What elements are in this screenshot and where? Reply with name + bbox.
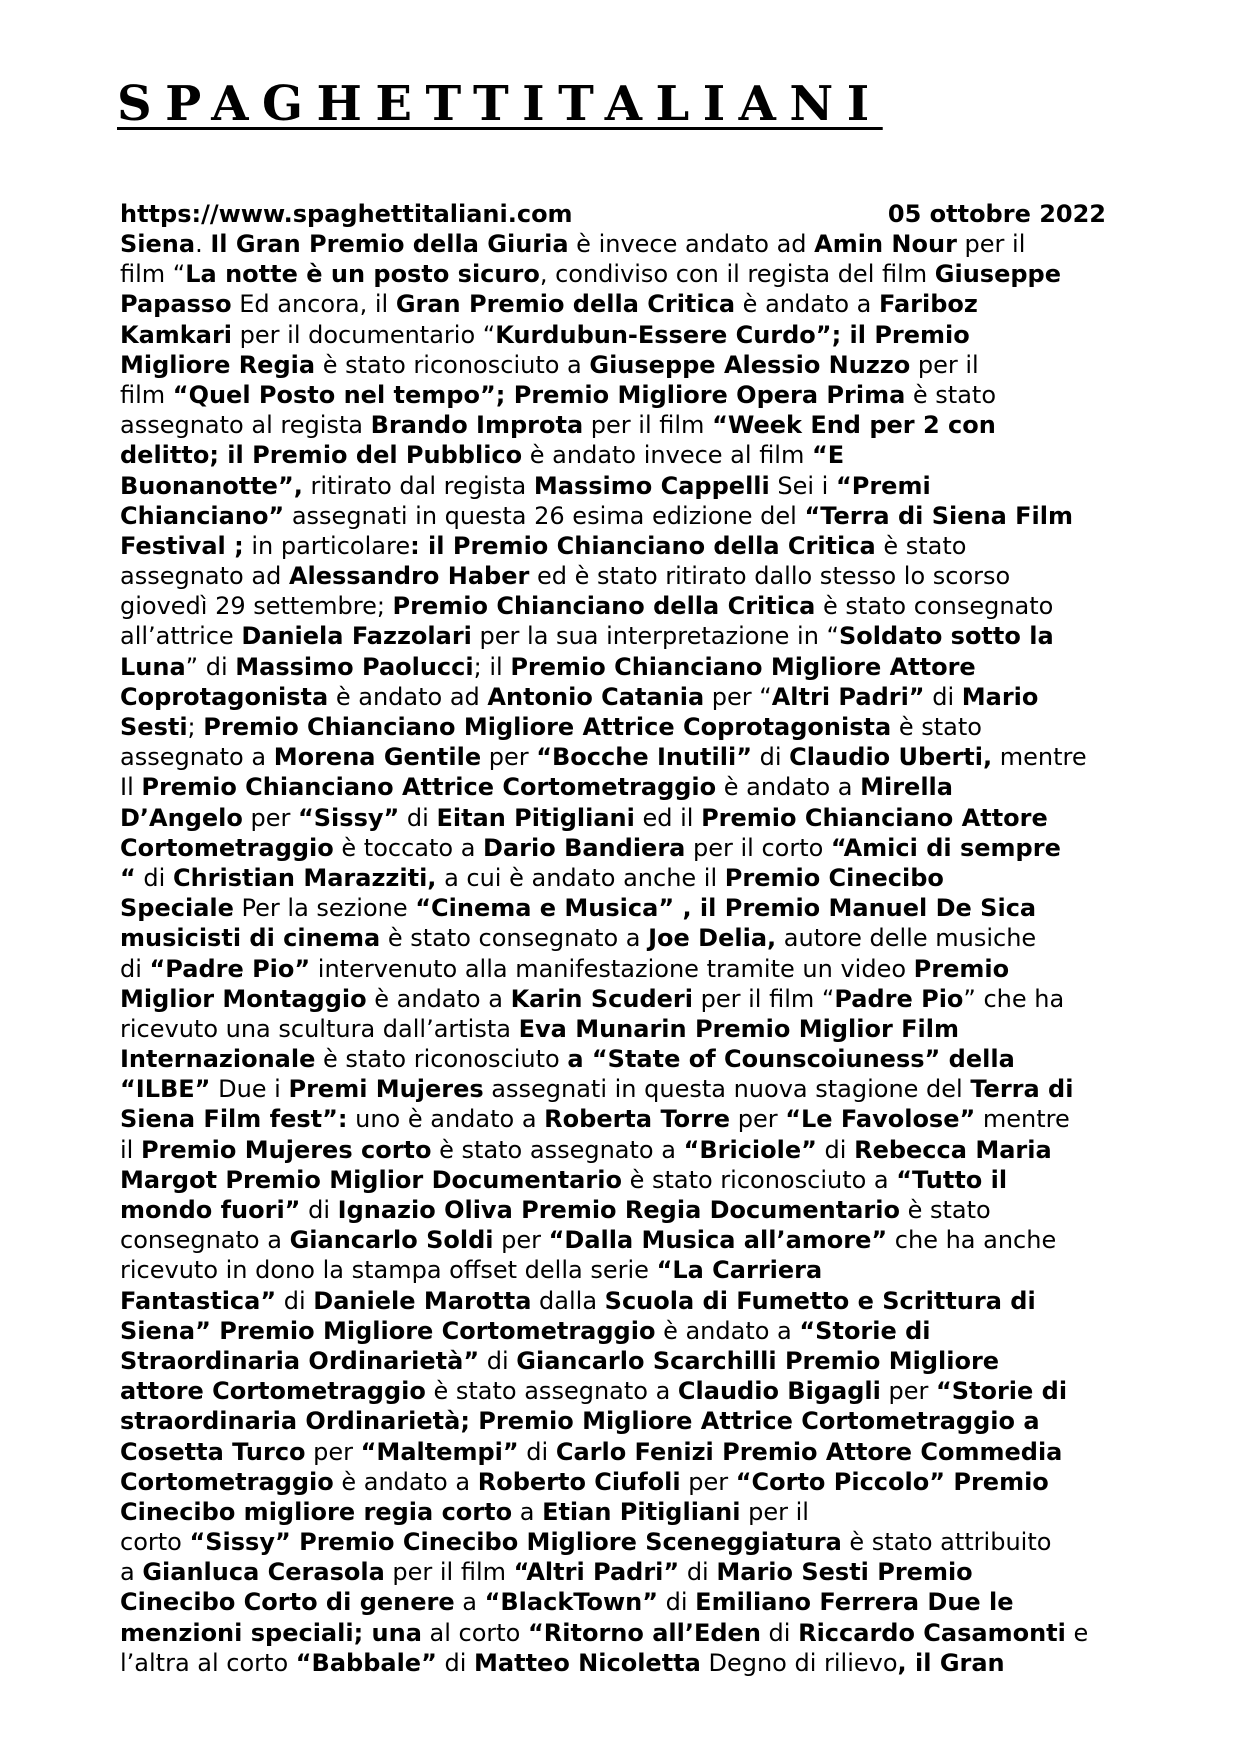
article-line: [120, 1286, 1130, 1316]
text-run: che ha anche: [887, 1226, 1057, 1255]
bold-text-run: Siena Film fest”:: [120, 1105, 348, 1134]
text-run: Il: [120, 773, 142, 802]
article-line: [120, 259, 1130, 289]
text-run: è andato ad: [328, 682, 488, 711]
text-run: ” di: [185, 652, 236, 681]
text-run: al corto: [421, 1618, 528, 1647]
bold-text-run: “Quel Posto nel tempo”; Premio Migliore Opera Prima: [172, 380, 906, 409]
bold-text-run: Premio: [913, 954, 1010, 983]
text-run: per il corto: [685, 833, 831, 862]
bold-text-run: Claudio Bigagli: [677, 1377, 881, 1406]
text-run: assegnato al regista: [120, 411, 371, 440]
text-run: Per la sezione: [233, 894, 416, 923]
bold-text-run: Cortometraggio: [120, 1467, 334, 1496]
bold-text-run: Claudio Uberti,: [789, 743, 993, 772]
text-run: per: [242, 803, 298, 832]
text-run: a cui è andato anche il: [436, 863, 725, 892]
bold-text-run: Siena” Premio Migliore Cortometraggio: [120, 1316, 656, 1345]
text-run: è andato a: [716, 773, 861, 802]
bold-text-run: Joe Delia,: [648, 924, 777, 953]
bold-text-run: “La Carriera: [656, 1256, 823, 1285]
bold-text-run: “Storie di: [799, 1316, 931, 1345]
bold-text-run: Roberta Torre: [544, 1105, 731, 1134]
article-line: [120, 229, 1130, 259]
text-run: dalla: [531, 1286, 605, 1315]
bold-text-run: straordinaria Ordinarietà; Premio Migliore Attrice Cortometraggio a: [120, 1407, 1040, 1436]
text-run: per “: [704, 682, 772, 711]
text-run: di: [135, 863, 173, 892]
article-line: [120, 380, 1130, 410]
bold-text-run: “Terra di Siena Film: [804, 501, 1073, 530]
text-run: è stato attribuito: [841, 1528, 1052, 1557]
bold-text-run: Kurdubun-Essere Curdo”; il Premio: [495, 320, 970, 349]
text-run: per: [730, 1105, 786, 1134]
masthead-title: SPAGHETTITALIANI: [117, 76, 883, 132]
text-run: di: [816, 1135, 855, 1164]
bold-text-run: delitto; il Premio del Pubblico: [120, 441, 523, 470]
bold-text-run: “Padre Pio”: [149, 954, 311, 983]
text-run: è invece andato ad: [568, 230, 815, 258]
article-line: [120, 501, 1130, 531]
text-run: ” che ha: [963, 984, 1065, 1013]
text-run: per il: [740, 1497, 809, 1526]
text-run: di: [751, 743, 790, 772]
text-run: di: [518, 1437, 556, 1466]
bold-text-run: Carlo Fenizi Premio Attore Commedia: [555, 1437, 1063, 1466]
text-run: per: [481, 743, 537, 772]
article-line: [120, 1316, 1130, 1346]
bold-text-run: “Corto Piccolo” Premio: [735, 1467, 1049, 1496]
article-line: [120, 1376, 1130, 1406]
bold-text-run: Rebecca Maria: [854, 1135, 1052, 1164]
text-run: Ed ancora, il: [231, 290, 396, 319]
bold-text-run: Gianluca Cerasola: [142, 1558, 385, 1587]
text-run: ; il: [473, 652, 511, 681]
bold-text-run: Scuola di Fumetto e Scrittura di: [604, 1286, 1036, 1315]
bold-text-run: Siena: [120, 230, 196, 258]
bold-text-run: Miglior Montaggio: [120, 984, 367, 1013]
text-run: per il: [956, 230, 1026, 258]
article-line: [120, 1527, 1130, 1557]
bold-text-run: “E: [811, 441, 845, 470]
bold-text-run: Migliore Regia: [120, 350, 316, 379]
text-run: all’attrice: [120, 622, 242, 651]
text-run: ricevuto una scultura dall’artista: [120, 1014, 519, 1043]
article-line: [120, 471, 1130, 501]
text-run: e: [1065, 1618, 1089, 1647]
article-line: [120, 1467, 1130, 1497]
text-run: uno è andato a: [347, 1105, 545, 1134]
bold-text-run: “Sissy” Premio Cinecibo Migliore Sceneggiatura: [189, 1528, 842, 1557]
bold-text-run: “Week End per 2 con: [712, 411, 996, 440]
text-run: per: [493, 1226, 549, 1255]
text-run: è stato riconosciuto a: [315, 350, 590, 379]
article-line: [120, 1557, 1130, 1587]
text-run: è andato a: [333, 1467, 478, 1496]
text-run: di: [760, 1618, 799, 1647]
text-run: per il documentario “: [232, 320, 496, 349]
text-run: Due i: [210, 1075, 289, 1104]
article-line: [120, 591, 1130, 621]
bold-text-run: Brando Improta: [370, 411, 584, 440]
text-run: è stato assegnato a: [431, 1135, 684, 1164]
article-line: [120, 1195, 1130, 1225]
text-run: l’altra al corto: [120, 1648, 296, 1677]
text-run: di: [658, 1588, 696, 1617]
bold-text-run: Antonio Catania: [487, 682, 705, 711]
bold-text-run: Cortometraggio: [120, 833, 334, 862]
article-line: [120, 1255, 1130, 1285]
bold-text-run: Chianciano”: [120, 501, 285, 530]
text-run: di: [276, 1286, 314, 1315]
article-line: [120, 803, 1130, 833]
text-run: per il: [910, 350, 979, 379]
bold-text-run: Eitan Pitigliani: [436, 803, 635, 832]
text-run: è stato: [905, 380, 997, 409]
article-line: [120, 1346, 1130, 1376]
text-run: per: [305, 1437, 361, 1466]
text-run: per il film: [583, 411, 713, 440]
bold-text-run: Terra di: [970, 1075, 1074, 1104]
text-run: ;: [187, 713, 204, 741]
bold-text-run: Alessandro Haber: [288, 562, 530, 591]
bold-text-run: “ILBE”: [120, 1075, 211, 1104]
text-run: giovedì 29 settembre;: [120, 592, 393, 621]
text-run: mentre: [975, 1105, 1070, 1134]
bold-text-run: Cinecibo Corto di genere: [120, 1588, 455, 1617]
bold-text-run: Premio Chianciano Attrice Cortometraggio: [141, 773, 717, 802]
bold-text-run: mondo fuori”: [120, 1196, 301, 1224]
bold-text-run: “BlackTown”: [484, 1588, 658, 1617]
bold-text-run: La notte è un posto sicuro: [185, 260, 540, 289]
text-run: è andato a: [366, 984, 511, 1013]
article-line: [120, 772, 1130, 802]
bold-text-run: Papasso: [120, 290, 232, 319]
text-run: ricevuto in dono la stampa offset della serie: [120, 1256, 657, 1285]
text-run: è stato: [899, 1196, 991, 1224]
text-run: è stato: [875, 531, 967, 560]
text-run: consegnato a: [120, 1226, 290, 1255]
bold-text-run: a “State of Counscoiuness” della: [567, 1045, 1015, 1074]
bold-text-run: Il Gran Premio della Giuria: [210, 230, 569, 258]
bold-text-run: Premio Mujeres corto: [140, 1135, 432, 1164]
bold-text-run: Emiliano Ferrera Due le: [695, 1588, 1014, 1617]
article-line: [120, 833, 1130, 863]
text-run: , condiviso con il regista del film: [539, 260, 935, 289]
text-run: film: [120, 380, 173, 409]
text-run: di: [120, 954, 150, 983]
bold-text-run: “Cinema e Musica” , il Premio Manuel De Sica: [415, 894, 1037, 923]
bold-text-run: Altri Padri”: [771, 682, 925, 711]
bold-text-run: musicisti di cinema: [120, 924, 381, 953]
bold-text-run: “Sissy”: [298, 803, 400, 832]
article-line: [120, 1135, 1130, 1165]
text-run: a: [512, 1497, 543, 1526]
bold-text-run: menzioni speciali; una: [120, 1618, 422, 1647]
article-line: [120, 621, 1130, 651]
bold-text-run: Premio Chianciano Migliore Attrice Coprotagonista: [203, 713, 892, 741]
text-run: per: [680, 1467, 736, 1496]
text-run: per: [880, 1377, 936, 1406]
text-run: a: [120, 1558, 143, 1587]
bold-text-run: Gran Premio della Critica: [395, 290, 736, 319]
article-line: [120, 742, 1130, 772]
bold-text-run: Karin Scuderi: [510, 984, 693, 1013]
text-run: è stato riconosciuto: [315, 1045, 568, 1074]
article-line: [120, 1104, 1130, 1134]
url-date-line: [120, 199, 1106, 229]
text-run: assegnati in questa nuova stagione del: [483, 1075, 971, 1104]
text-run: assegnato a: [120, 743, 274, 772]
article-body: [120, 229, 1130, 1678]
text-run: .: [195, 230, 211, 258]
bold-text-run: Premio Chianciano Attore: [701, 803, 1048, 832]
text-run: mentre: [992, 743, 1087, 772]
bold-text-run: “Dalla Musica all’amore”: [548, 1226, 888, 1255]
text-run: intervenuto alla manifestazione tramite un video: [310, 954, 914, 983]
text-run: di: [300, 1196, 338, 1224]
publication-date: 05 ottobre 2022: [887, 200, 1106, 228]
text-run: assegnato ad: [120, 562, 289, 591]
article-line: [120, 954, 1130, 984]
bold-text-run: Coprotagonista: [120, 682, 329, 711]
bold-text-run: “Tutto il: [896, 1165, 1008, 1194]
article-line: [120, 1406, 1130, 1436]
bold-text-run: Premio Cinecibo: [724, 863, 944, 892]
text-run: di: [436, 1648, 475, 1677]
article-line: [120, 1014, 1130, 1044]
bold-text-run: Morena Gentile: [273, 743, 482, 772]
bold-text-run: Sesti: [120, 713, 188, 741]
bold-text-run: Mario Sesti Premio: [716, 1558, 973, 1587]
site-url: https://www.spaghettitaliani.com: [120, 200, 573, 228]
article-line: [120, 440, 1130, 470]
article-line: [120, 561, 1130, 591]
article-line: [120, 350, 1130, 380]
text-run: è andato a: [735, 290, 879, 319]
bold-text-run: Giuseppe Alessio Nuzzo: [589, 350, 911, 379]
article-line: [120, 863, 1130, 893]
text-run: in particolare: [243, 531, 411, 560]
text-run: film “: [120, 260, 186, 289]
bold-text-run: “Bocche Inutili”: [536, 743, 752, 772]
bold-text-run: Ignazio Oliva Premio Regia Documentario: [337, 1196, 900, 1224]
text-run: è stato assegnato a: [425, 1377, 678, 1406]
bold-text-run: Premio Chianciano della Critica: [392, 592, 816, 621]
bold-text-run: “Altri Padri”: [513, 1558, 680, 1587]
bold-text-run: Luna: [120, 652, 186, 681]
bold-text-run: Fantastica”: [120, 1286, 277, 1315]
bold-text-run: Festival ;: [120, 531, 244, 560]
text-run: ed è stato ritirato dallo stesso lo scorso: [529, 562, 1011, 591]
bold-text-run: Giancarlo Scarchilli Premio Migliore: [516, 1346, 1000, 1375]
article-line: [120, 531, 1130, 561]
article-line: [120, 1587, 1130, 1617]
bold-text-run: : il Premio Chianciano della Critica: [410, 531, 876, 560]
text-run: di: [924, 682, 962, 711]
article-line: [120, 289, 1130, 319]
text-run: è toccato a: [333, 833, 484, 862]
bold-text-run: Mirella: [860, 773, 953, 802]
bold-text-run: Straordinaria Ordinarietà”: [120, 1346, 480, 1375]
bold-text-run: Christian Marazziti,: [172, 863, 437, 892]
bold-text-run: Kamkari: [120, 320, 233, 349]
text-run: è stato: [891, 713, 982, 741]
bold-text-run: Giuseppe: [934, 260, 1061, 289]
text-run: per il film “: [693, 984, 835, 1013]
bold-text-run: “Le Favolose”: [785, 1105, 976, 1134]
text-run: il: [120, 1135, 141, 1164]
text-run: a: [454, 1588, 485, 1617]
text-run: è andato invece al film: [522, 441, 812, 470]
bold-text-run: Internazionale: [120, 1045, 316, 1074]
article-line: [120, 682, 1130, 712]
bold-text-run: Giancarlo Soldi: [289, 1226, 494, 1255]
bold-text-run: “: [120, 863, 136, 892]
text-run: per il film: [384, 1558, 514, 1587]
bold-text-run: Massimo Cappelli: [533, 471, 770, 500]
text-run: è stato riconosciuto a: [621, 1165, 897, 1194]
text-run: Degno di rilievo: [700, 1648, 898, 1677]
article-line: [120, 712, 1130, 742]
article-line: [120, 320, 1130, 350]
bold-text-run: Premio Chianciano Migliore Attore: [510, 652, 976, 681]
text-run: di: [479, 1346, 517, 1375]
text-run: assegnati in questa 26 esima edizione del: [284, 501, 805, 530]
text-run: Sei i: [769, 471, 836, 500]
text-run: di: [679, 1558, 717, 1587]
text-run: ritirato dal regista: [302, 471, 534, 500]
text-run: corto: [120, 1528, 190, 1557]
bold-text-run: Daniele Marotta: [313, 1286, 532, 1315]
bold-text-run: Buonanotte”,: [120, 471, 303, 500]
bold-text-run: “Maltempi”: [360, 1437, 519, 1466]
text-run: è andato a: [655, 1316, 800, 1345]
bold-text-run: Dario Bandiera: [483, 833, 686, 862]
article-line: [120, 1074, 1130, 1104]
bold-text-run: Soldato sotto la: [838, 622, 1054, 651]
bold-text-run: Premi Mujeres: [288, 1075, 484, 1104]
article-line: [120, 1165, 1130, 1195]
text-run: è stato consegnato: [815, 592, 1054, 621]
article-line: [120, 1618, 1130, 1648]
article-line: [120, 984, 1130, 1014]
text-run: ed il: [634, 803, 702, 832]
text-run: di: [399, 803, 437, 832]
text-run: è stato consegnato a: [380, 924, 649, 953]
bold-text-run: Fariboz: [879, 290, 978, 319]
bold-text-run: “Amici di sempre: [830, 833, 1061, 862]
bold-text-run: Riccardo Casamonti: [798, 1618, 1066, 1647]
bold-text-run: “Briciole”: [683, 1135, 817, 1164]
article-line: [120, 652, 1130, 682]
article-line: [120, 1225, 1130, 1255]
bold-text-run: , il Gran: [897, 1648, 1005, 1677]
bold-text-run: Cinecibo migliore regia corto: [120, 1497, 513, 1526]
bold-text-run: “Ritorno all’Eden: [528, 1618, 761, 1647]
text-run: autore delle musiche: [776, 924, 1037, 953]
article-line: [120, 1497, 1130, 1527]
bold-text-run: Padre Pio: [834, 984, 964, 1013]
bold-text-run: Massimo Paolucci: [235, 652, 474, 681]
bold-text-run: Etian Pitigliani: [542, 1497, 741, 1526]
bold-text-run: Roberto Ciufoli: [477, 1467, 681, 1496]
bold-text-run: “Storie di: [935, 1377, 1068, 1406]
bold-text-run: “Babbale”: [295, 1648, 437, 1677]
bold-text-run: Mario: [961, 682, 1039, 711]
bold-text-run: D’Angelo: [120, 803, 243, 832]
bold-text-run: Amin Nour: [814, 230, 957, 258]
bold-text-run: Daniela Fazzolari: [241, 622, 472, 651]
text-run: per la sua interpretazione in “: [471, 622, 839, 651]
article-line: [120, 410, 1130, 440]
article-line: [120, 1648, 1130, 1678]
bold-text-run: Margot Premio Miglior Documentario: [120, 1165, 622, 1194]
article-line: [120, 1044, 1130, 1074]
bold-text-run: “Premi: [835, 471, 931, 500]
bold-text-run: attore Cortometraggio: [120, 1377, 426, 1406]
bold-text-run: Cosetta Turco: [120, 1437, 306, 1466]
article-line: [120, 1437, 1130, 1467]
bold-text-run: Matteo Nicoletta: [474, 1648, 701, 1677]
article-line: [120, 923, 1130, 953]
article-line: [120, 893, 1130, 923]
bold-text-run: Eva Munarin Premio Miglior Film: [518, 1014, 960, 1043]
bold-text-run: Speciale: [120, 894, 234, 923]
